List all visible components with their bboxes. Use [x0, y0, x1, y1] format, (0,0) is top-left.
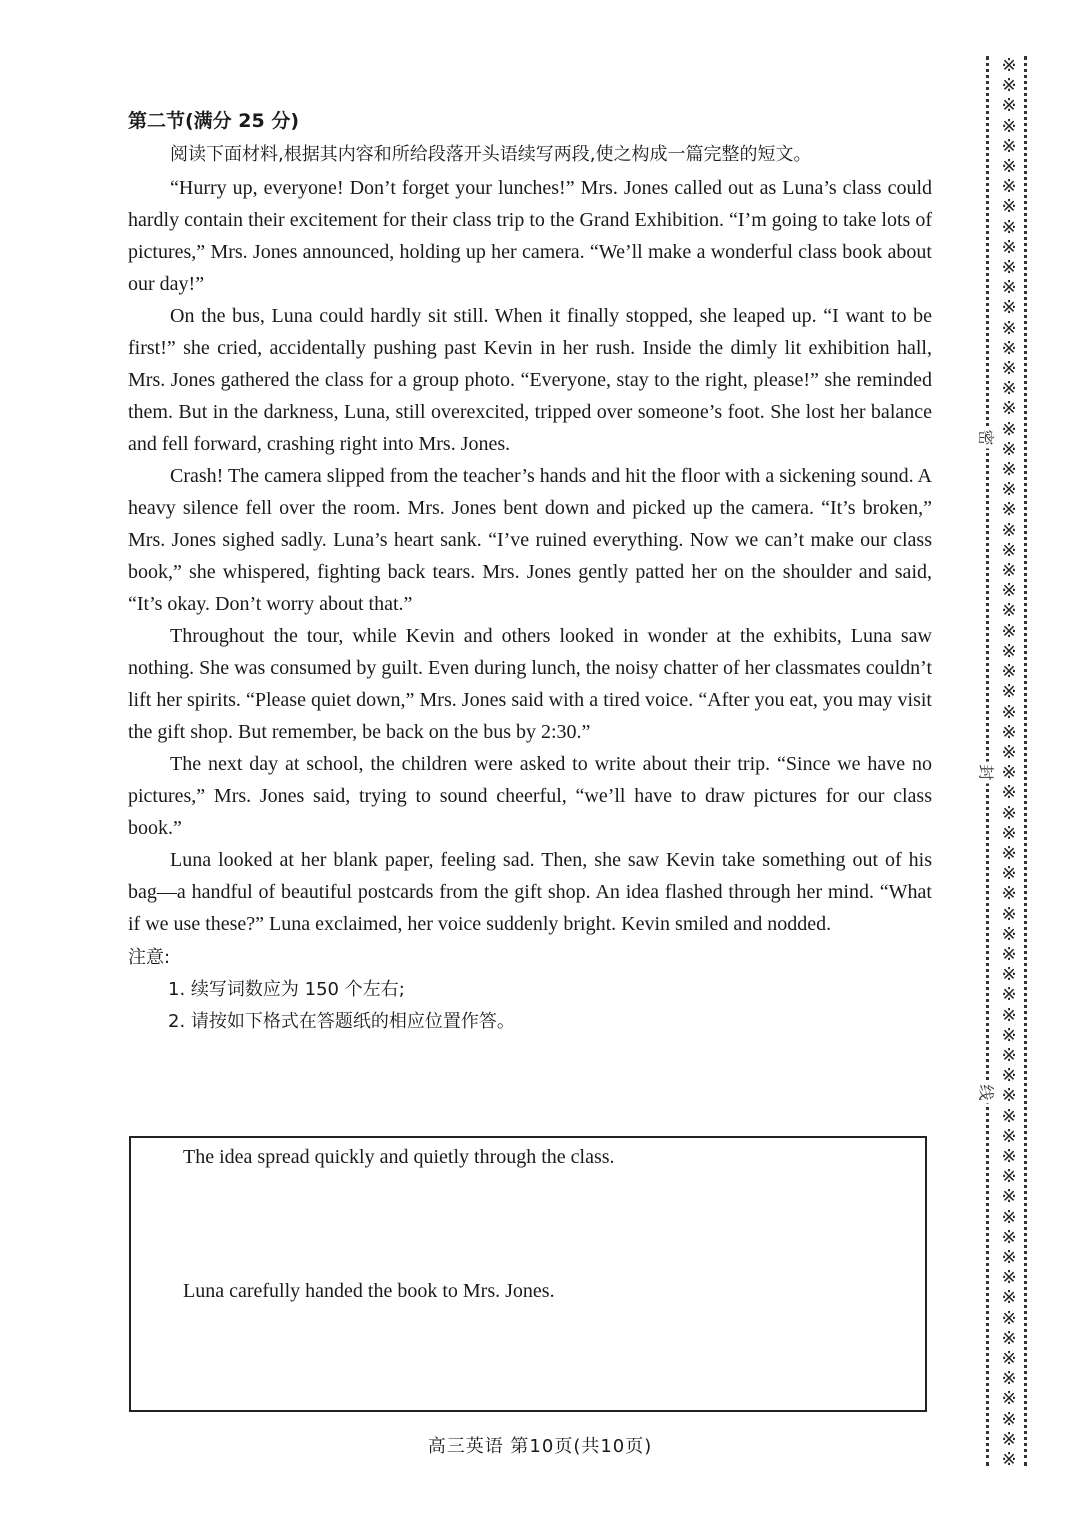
seal-mark-icon: ※ — [1001, 620, 1017, 642]
notice-label: 注意: — [128, 947, 171, 968]
seal-mark-icon: ※ — [1001, 1307, 1017, 1329]
seal-mark-icon: ※ — [1001, 640, 1017, 662]
seal-mark-icon: ※ — [1001, 923, 1017, 945]
seal-mark-icon: ※ — [1001, 95, 1017, 117]
seal-mark-icon: ※ — [1001, 519, 1017, 541]
answer-box — [129, 1136, 927, 1412]
seal-mark-icon: ※ — [1001, 1206, 1017, 1228]
seal-mark-icon: ※ — [1001, 378, 1017, 400]
seal-mark-icon: ※ — [1001, 1044, 1017, 1066]
seal-mark-icon: ※ — [1001, 337, 1017, 359]
seal-mark-icon: ※ — [1001, 1004, 1017, 1026]
seal-mark-icon: ※ — [1001, 1449, 1017, 1466]
story-paragraph: On the bus, Luna could hardly sit still. When it finally stopped, she leaped up. “I want to be first!” she cried, accidentally pushing past Kevin in her rush. Inside the dimly lit exhibition hall, Mrs. Jones gathered the class for a group photo. “Everyone, stay to the right, please!” she reminded them. But in the darkness, Luna, still overexcited, tripped over someone’s foot. She lost her balance and fell forward, crashing right into Mrs. Jones. — [128, 305, 932, 455]
seal-mark-icon: ※ — [1001, 135, 1017, 157]
seal-mark-icon: ※ — [1001, 1388, 1017, 1410]
seal-mark-icon: ※ — [1001, 156, 1017, 178]
seal-mark-icon: ※ — [1001, 297, 1017, 319]
seal-mark-icon: ※ — [1001, 479, 1017, 501]
seal-mark-icon: ※ — [1001, 1368, 1017, 1390]
seal-mark-icon: ※ — [1001, 499, 1017, 521]
seal-mark-icon: ※ — [1001, 903, 1017, 925]
seal-mark-icon: ※ — [1001, 984, 1017, 1006]
notice-item: 1. 续写词数应为 150 个左右; — [168, 979, 405, 1000]
seal-mark-column — [996, 56, 1022, 1466]
seal-mark-icon: ※ — [1001, 560, 1017, 582]
seal-mark-icon: ※ — [1001, 1428, 1017, 1450]
section-instruction: 阅读下面材料,根据其内容和所给段落开头语续写两段,使之构成一篇完整的短文。 — [170, 144, 812, 165]
seal-mark-icon: ※ — [1001, 1408, 1017, 1430]
seal-mark-icon: ※ — [1001, 883, 1017, 905]
seal-mark-icon: ※ — [1001, 1287, 1017, 1309]
story-paragraph: Crash! The camera slipped from the teacher’s hands and hit the floor with a sickening sound. A heavy silence fell over the room. Mrs. Jones bent down and picked up the camera. “It’s broken,” Mrs. Jones sighed sadly. Luna’s heart sank. “I’ve ruined everything. Now we can’t make our class book,” she whispered, fighting back tears. Mrs. Jones gently patted her on the shoulder and said, “It’s okay. Don’t worry about that.” — [128, 465, 932, 615]
seal-mark-icon: ※ — [1001, 943, 1017, 965]
seal-mark-icon: ※ — [1001, 115, 1017, 137]
seal-mark-icon: ※ — [1001, 782, 1017, 804]
seal-mark-icon: ※ — [1001, 539, 1017, 561]
seal-mark-icon: ※ — [1001, 1065, 1017, 1087]
seal-mark-icon: ※ — [1001, 1105, 1017, 1127]
seal-label-feng: 封 — [976, 762, 999, 784]
seal-mark-icon: ※ — [1001, 438, 1017, 460]
binding-margin — [978, 56, 1038, 1466]
seal-mark-icon: ※ — [1001, 418, 1017, 440]
seal-mark-icon: ※ — [1001, 459, 1017, 481]
seal-mark-icon: ※ — [1001, 1186, 1017, 1208]
seal-mark-icon: ※ — [1001, 721, 1017, 743]
seal-mark-icon: ※ — [1001, 1166, 1017, 1188]
seal-mark-icon: ※ — [1001, 196, 1017, 218]
seal-mark-icon: ※ — [1001, 842, 1017, 864]
seal-mark-icon: ※ — [1001, 1085, 1017, 1107]
dotted-line-right — [1024, 56, 1027, 1466]
seal-mark-icon: ※ — [1001, 56, 1017, 76]
seal-mark-icon: ※ — [1001, 398, 1017, 420]
seal-mark-icon: ※ — [1001, 358, 1017, 380]
story-paragraph: Throughout the tour, while Kevin and others looked in wonder at the exhibits, Luna saw nothing. She was consumed by guilt. Even during lunch, the noisy chatter of her classmates couldn’t lift her spirits. “Please quiet down,” Mrs. Jones said with a tired voice. “After you eat, you may visit the gift shop. But remember, be back on the bus by 2:30.” — [128, 625, 932, 743]
paragraph-opening-1: The idea spread quickly and quietly through the class. — [183, 1146, 615, 1168]
seal-mark-icon: ※ — [1001, 1348, 1017, 1369]
notice-item: 2. 请按如下格式在答题纸的相应位置作答。 — [168, 1011, 515, 1032]
seal-mark-icon: ※ — [1001, 701, 1017, 723]
seal-mark-icon: ※ — [1001, 277, 1017, 299]
seal-mark-icon: ※ — [1001, 863, 1017, 885]
story-paragraph: Luna looked at her blank paper, feeling sad. Then, she saw Kevin take something out of his bag—a handful of beautiful postcards from the gift shop. An idea flashed through her mind. “What if we use these?” Luna exclaimed, her voice suddenly bright. Kevin smiled and nodded. — [128, 849, 932, 935]
seal-mark-icon: ※ — [1001, 822, 1017, 844]
seal-mark-icon: ※ — [1001, 75, 1017, 97]
seal-mark-icon: ※ — [1001, 802, 1017, 824]
seal-mark-icon: ※ — [1001, 236, 1017, 258]
story-paragraph: The next day at school, the children were asked to write about their trip. “Since we have no pictures,” Mrs. Jones said, trying to sound cheerful, “we’ll have to draw pictures for our class book.” — [128, 753, 932, 839]
seal-mark-icon: ※ — [1001, 1267, 1017, 1289]
seal-mark-icon: ※ — [1001, 1125, 1017, 1147]
seal-mark-icon: ※ — [1001, 1024, 1017, 1046]
seal-mark-icon: ※ — [1001, 257, 1017, 279]
seal-label-mi: 密 — [976, 427, 999, 449]
paragraph-opening-2: Luna carefully handed the book to Mrs. Jones. — [183, 1280, 555, 1302]
seal-label-xian: 线 — [976, 1082, 999, 1104]
seal-mark-icon: ※ — [1001, 1246, 1017, 1268]
seal-mark-icon: ※ — [1001, 1327, 1017, 1349]
seal-mark-icon: ※ — [1001, 216, 1017, 238]
story-paragraph: “Hurry up, everyone! Don’t forget your lunches!” Mrs. Jones called out as Luna’s class could hardly contain their excitement for their class trip to the Grand Exhibition. “I’m going to take lots of pictures,” Mrs. Jones announced, holding up her camera. “We’ll make a wonderful class book about our day!” — [128, 177, 932, 295]
seal-mark-icon: ※ — [1001, 1145, 1017, 1167]
seal-mark-icon: ※ — [1001, 600, 1017, 622]
seal-mark-icon: ※ — [1001, 762, 1017, 784]
seal-mark-icon: ※ — [1001, 964, 1017, 986]
story-text — [128, 172, 932, 940]
section-title: 第二节(满分 25 分) — [128, 110, 300, 132]
seal-mark-icon: ※ — [1001, 176, 1017, 198]
seal-mark-icon: ※ — [1001, 681, 1017, 703]
seal-mark-icon: ※ — [1001, 741, 1017, 763]
seal-mark-icon: ※ — [1001, 1226, 1017, 1248]
writing-section — [128, 104, 932, 1038]
seal-mark-icon: ※ — [1001, 580, 1017, 602]
seal-mark-icon: ※ — [1001, 317, 1017, 339]
seal-mark-icon: ※ — [1001, 661, 1017, 683]
page-footer: 高三英语 第10页(共10页) — [427, 1436, 653, 1457]
